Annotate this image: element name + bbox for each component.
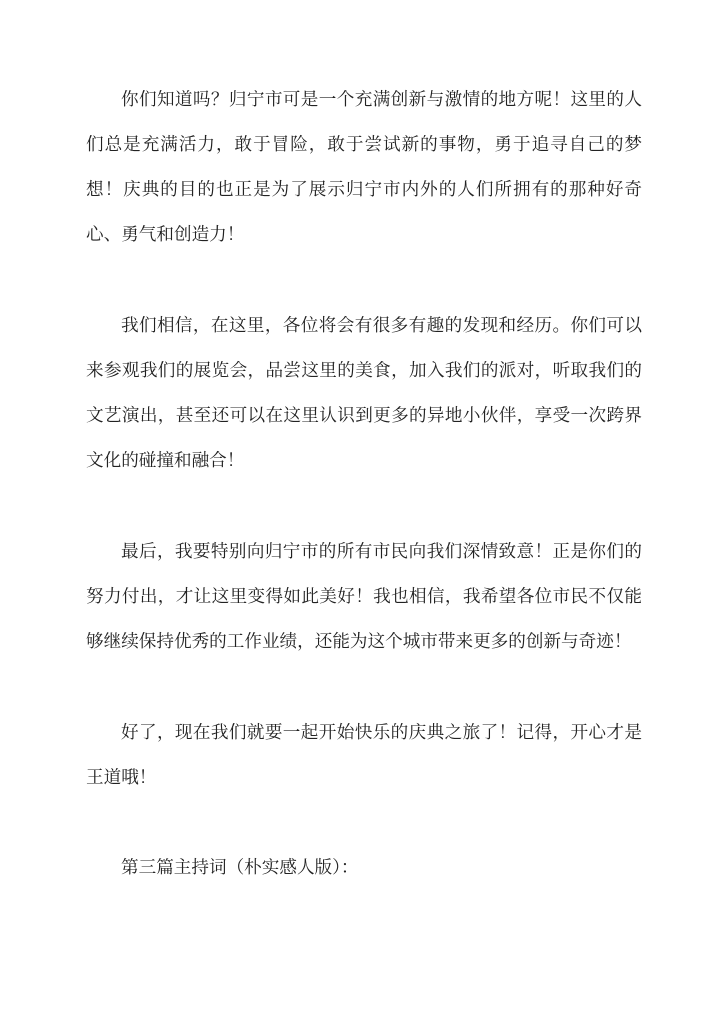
paragraph-intro: 你们知道吗？归宁市可是一个充满创新与激情的地方呢！这里的人们总是充满活力，敢于冒险，敢于尝试新的事物，勇于追寻自己的梦想！庆典的目的也正是为了展示归宁市内外的人们所拥有的那种好奇心、勇气和创造力！	[86, 90, 642, 245]
paragraph-activities: 我们相信，在这里，各位将会有很多有趣的发现和经历。你们可以来参观我们的展览会，品尝这里的美食，加入我们的派对，听取我们的文艺演出，甚至还可以在这里认识到更多的异地小伙伴，享受一次跨界文化的碰撞和融合！	[86, 316, 642, 471]
section-heading: 第三篇主持词（朴实感人版）：	[121, 858, 359, 878]
paragraph-thanks: 最后，我要特别向归宁市的所有市民向我们深情致意！正是你们的努力付出，才让这里变得如此美好！我也相信，我希望各位市民不仅能够继续保持优秀的工作业绩，还能为这个城市带来更多的创新与奇迹！	[86, 542, 642, 652]
paragraph-closing: 好了，现在我们就要一起开始快乐的庆典之旅了！记得，开心才是王道哦！	[86, 723, 642, 788]
